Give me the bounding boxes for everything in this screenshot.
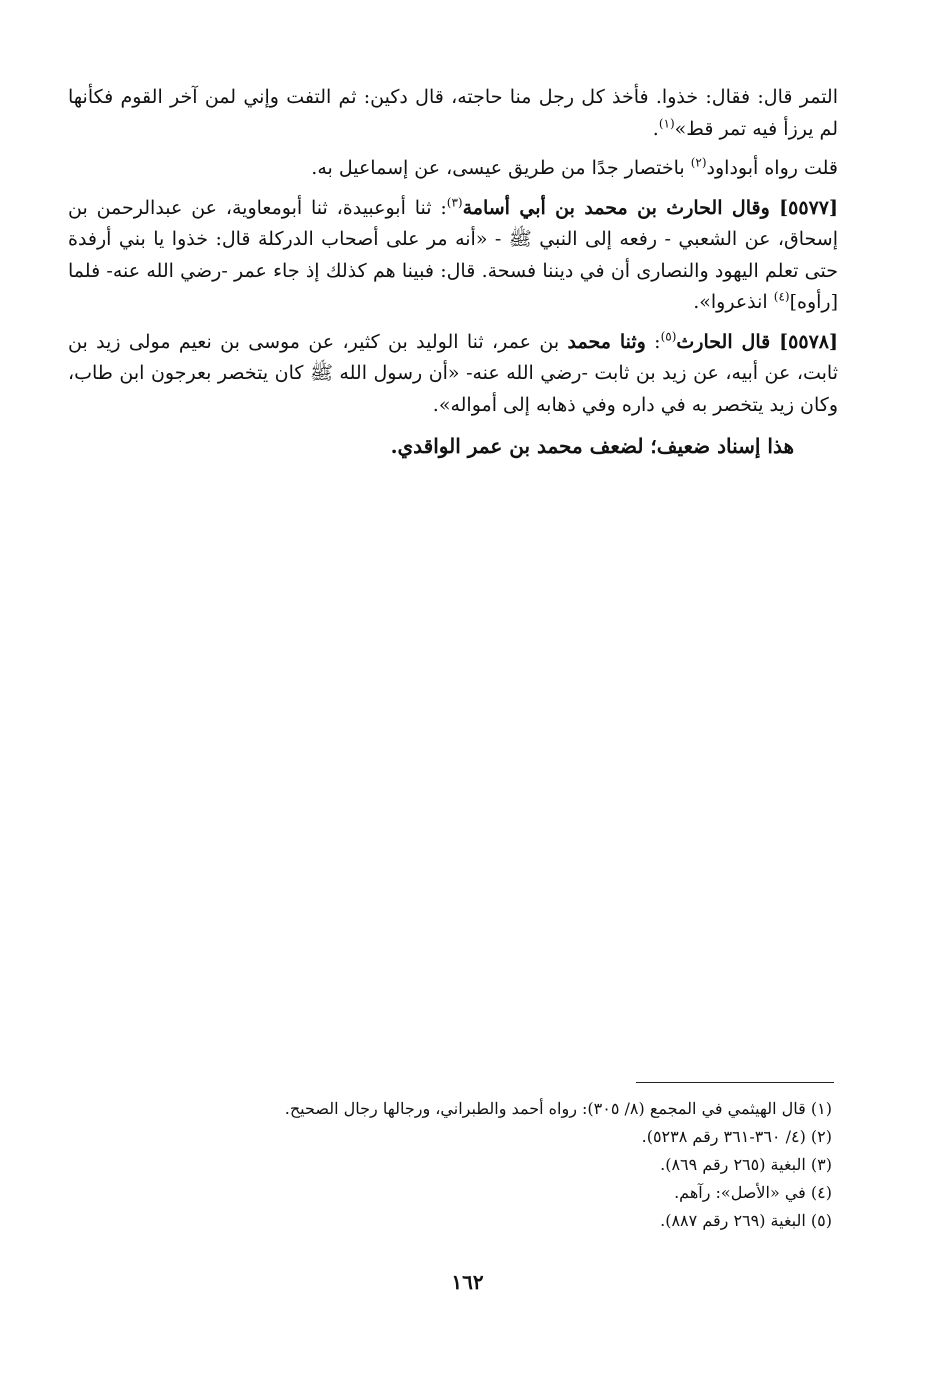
paragraph-continuation	[68, 82, 838, 145]
footnote-item: (٣) البغية (٢٦٥ رقم ٨٦٩).	[660, 1155, 832, 1174]
footnote-ref[interactable]: (٥)	[660, 329, 677, 344]
hadith-5578	[68, 327, 838, 422]
hadith-text: : ثنا أبوعبيدة، ثنا أبومعاوية، عن عبدالرحمن بن إسحاق، عن الشعبي - رفعه إلى النبي ﷺ - «أنه مر على أصحاب الدركلة قال: خذوا يا بني أرفدة حتى تعلم اليهود والنصارى أن في ديننا فسحة. قال: فبينا هم كذلك إذ جاء عمر -رضي الله عنه- فلما [رأوه]	[68, 196, 838, 313]
hadith-text: :	[645, 330, 661, 353]
paragraph-comment	[68, 153, 838, 185]
paragraph-text: التمر قال: فقال: خذوا. فأخذ كل رجل منا حاجته، قال دكين: ثم التفت وإني لمن آخر القوم فكأنها لم يرزأ فيه تمر قط»	[68, 86, 838, 140]
footnote-ref[interactable]: (١)	[658, 116, 675, 131]
main-text	[68, 82, 838, 463]
footnote-divider	[636, 1082, 834, 1083]
hadith-text: انذعروا».	[693, 291, 774, 313]
hadith-narrator: قال الحارث	[676, 330, 780, 353]
footnote-ref[interactable]: (٤)	[773, 289, 790, 304]
footnote-item: (٥) البغية (٢٦٩ رقم ٨٨٧).	[660, 1211, 832, 1230]
footnotes	[60, 1095, 832, 1235]
paragraph-end: .	[652, 117, 659, 140]
hadith-number: [٥٥٧٧]	[779, 196, 838, 219]
paragraph-text: قلت رواه أبوداود	[706, 157, 838, 179]
footnote-item: (١) قال الهيثمي في المجمع (٨/ ٣٠٥): رواه أحمد والطبراني، ورجالها رجال الصحيح.	[284, 1099, 832, 1118]
footnote-ref[interactable]: (٢)	[690, 155, 707, 170]
footnote-item: (٤) في «الأصل»: رآهم.	[674, 1183, 832, 1202]
hadith-narrator-bold: وثنا محمد	[567, 330, 646, 353]
hadith-narrator: وقال الحارث بن محمد بن أبي أسامة	[462, 196, 780, 219]
hadith-5577	[68, 193, 838, 319]
hadith-text: بن عمر، ثنا الوليد بن كثير، عن موسى بن نعيم مولى زيد بن ثابت، عن أبيه، عن زيد بن ثابت -رضي الله عنه- «أن رسول الله ﷺ كان يتخصر بعرجون ابن طاب، وكان زيد يتخصر به في داره وفي ذهابه إلى أمواله».	[68, 330, 838, 416]
footnote-ref[interactable]: (٣)	[446, 195, 463, 210]
hadith-number: [٥٥٧٨]	[779, 330, 838, 353]
paragraph-text: باختصار جدًا من طريق عيسى، عن إسماعيل به.	[311, 157, 691, 179]
page-number: ١٦٢	[451, 1270, 484, 1294]
isnad-verdict: هذا إسناد ضعيف؛ لضعف محمد بن عمر الواقدي.	[390, 434, 794, 458]
footnote-item: (٢) (٤/ ٣٦٠-٣٦١ رقم ٥٢٣٨).	[641, 1127, 832, 1146]
